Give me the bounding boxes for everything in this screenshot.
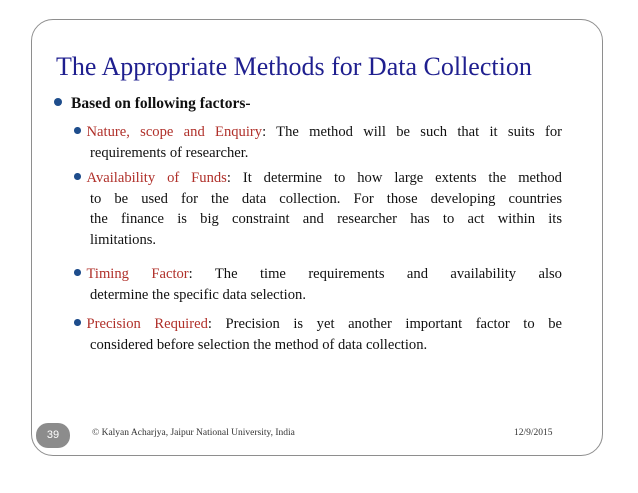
bullet-text-continued: the finance is big constraint and researcher has to act within its [90, 211, 562, 227]
bullet-text: : The time requirements and availability also [188, 266, 562, 282]
bullet-text-continued: requirements of researcher. [90, 144, 249, 161]
sub-bullet-funds [74, 168, 562, 250]
main-bullet [54, 94, 251, 114]
bullet-dot-icon [74, 127, 81, 134]
main-bullet-text: Based on following factors- [71, 95, 251, 112]
bullet-term: Precision Required [86, 316, 208, 332]
bullet-term: Timing Factor [86, 266, 189, 282]
footer-copyright: © Kalyan Acharjya, Jaipur National University, India [92, 428, 295, 438]
bullet-dot-icon [74, 319, 81, 326]
bullet-text: : The method will be such that it suits for [262, 124, 562, 140]
bullet-text-continued: limitations. [90, 231, 157, 248]
bullet-dot-icon [74, 269, 81, 276]
sub-bullet-precision [74, 314, 562, 355]
sub-bullet-timing [74, 264, 562, 305]
sub-bullet-nature [74, 122, 562, 163]
bullet-text-continued: determine the specific data selection. [90, 286, 306, 303]
bullet-text-continued: to be used for the data collection. For those developing countries [90, 190, 562, 207]
bullet-text-continued: considered before selection the method of data collection. [90, 336, 428, 353]
bullet-dot-icon [74, 173, 81, 180]
footer-date: 12/9/2015 [514, 428, 553, 438]
slide-number: 39 [36, 423, 70, 448]
bullet-term: Nature, scope and Enquiry [86, 124, 263, 140]
bullet-term: Availability of Funds [86, 170, 227, 186]
slide-title: The Appropriate Methods for Data Collection [56, 52, 532, 81]
bullet-text: : It determine to how large extents the method [226, 170, 562, 186]
bullet-text: : Precision is yet another important factor to be [207, 316, 562, 332]
bullet-dot-icon [54, 98, 62, 106]
